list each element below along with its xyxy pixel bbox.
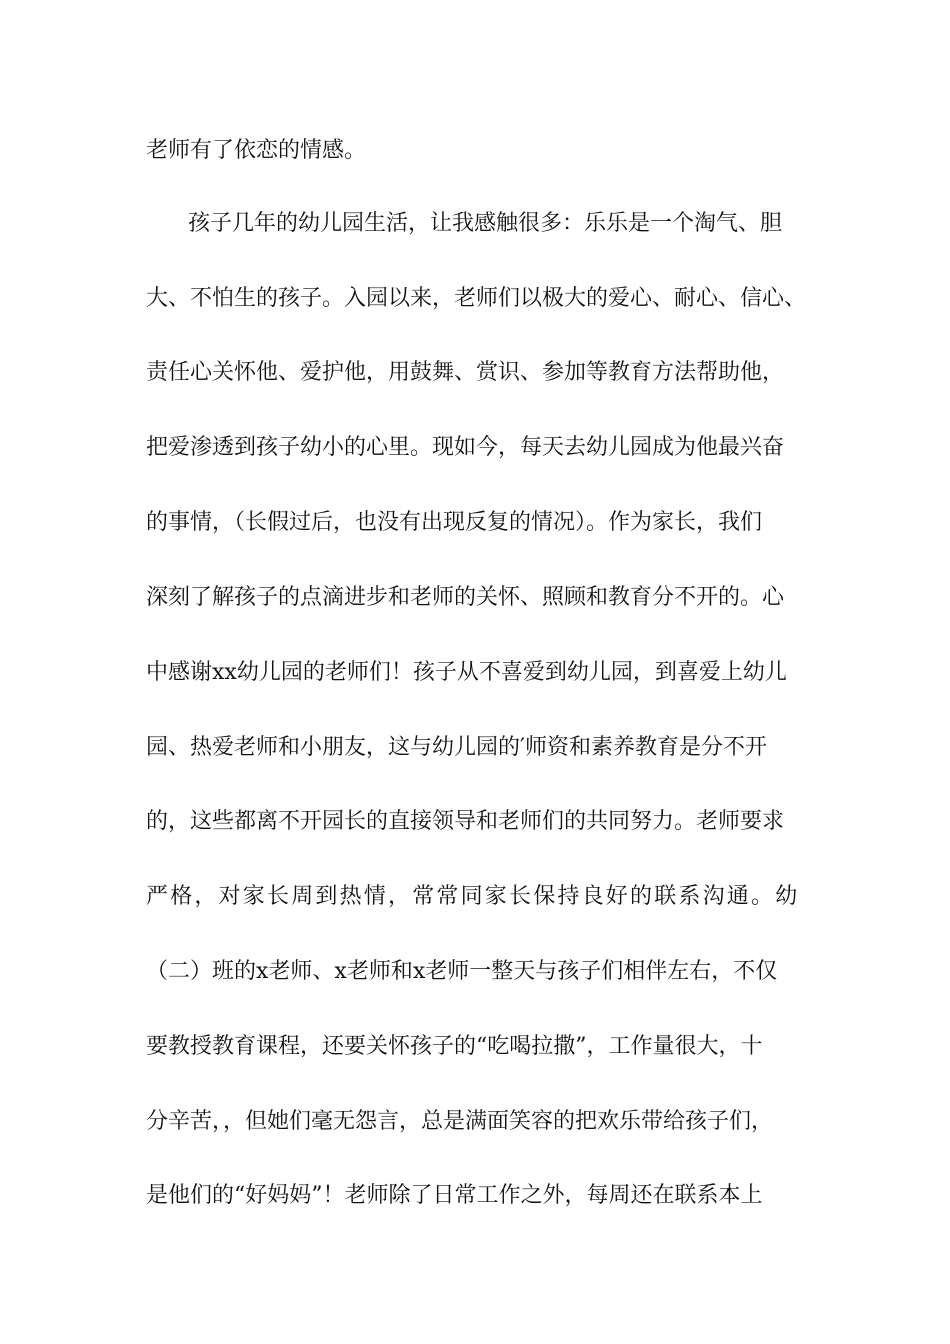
paragraph-line: 要教授教育课程，还要关怀孩子的“吃喝拉撒”，工作量很大，十 bbox=[146, 1034, 763, 1059]
paragraph-line: 的，这些都离不开园长的直接领导和老师们的共同努力。老师要求 bbox=[146, 809, 785, 834]
paragraph-line: 园、热爱老师和小朋友，这与幼儿园的′师资和素养教育是分不开 bbox=[146, 735, 767, 760]
paragraph-line: 老师有了依恋的情感。 bbox=[146, 138, 367, 163]
paragraph-line: 分辛苦，，但她们毫无怨言，总是满面笑容的把欢乐带给孩子们， bbox=[146, 1109, 774, 1134]
paragraph-line: 把爱渗透到孩子幼小的心里。现如今，每天去幼儿园成为他最兴奋 bbox=[146, 435, 785, 460]
paragraph-line: 责任心关怀他、爱护他，用鼓舞、赏识、参加等教育方法帮助他， bbox=[146, 360, 785, 385]
paragraph-line: 的事情，（长假过后，也没有出现反复的情况）。作为家长，我们 bbox=[146, 510, 763, 535]
paragraph-line: 深刻了解孩子的点滴进步和老师的关怀、照顾和教育分不开的。心 bbox=[146, 585, 785, 610]
paragraph-line: 中感谢xx幼儿园的老师们！孩子从不喜爱到幼儿园，到喜爱上幼儿 bbox=[146, 660, 787, 685]
paragraph-line: 孩子几年的幼儿园生活，让我感触很多：乐乐是一个淘气、胆 bbox=[188, 211, 783, 236]
paragraph-line: 严格，对家长周到热情，常常同家长保持良好的联系沟通。幼 bbox=[146, 884, 800, 909]
paragraph-line: （二）班的x老师、x老师和x老师一整天与孩子们相伴左右，不仅 bbox=[146, 959, 778, 984]
paragraph-line: 是他们的“好妈妈”！老师除了日常工作之外，每周还在联系本上 bbox=[146, 1183, 763, 1208]
paragraph-line: 大、不怕生的孩子。入园以来，老师们以极大的爱心、耐心、信心、 bbox=[146, 286, 807, 311]
